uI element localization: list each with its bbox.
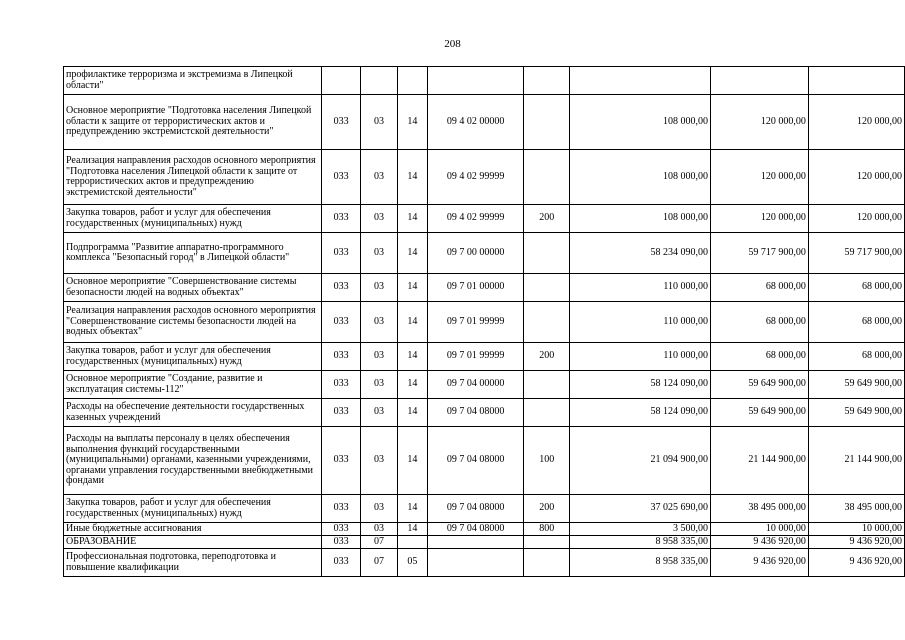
cell-vr <box>524 399 570 427</box>
cell-sum-2021: 68 000,00 <box>808 343 904 371</box>
cell-gr: 033 <box>321 549 360 577</box>
cell-sum-2020: 59 717 900,00 <box>710 233 808 274</box>
cell-pr: 14 <box>397 233 428 274</box>
cell-sum-2021: 10 000,00 <box>808 523 904 536</box>
cell-sum-2020: 68 000,00 <box>710 302 808 343</box>
table-row <box>64 205 905 233</box>
cell-gr: 033 <box>321 536 360 549</box>
table-row <box>64 233 905 274</box>
cell-pr: 14 <box>397 371 428 399</box>
cell-gr: 033 <box>321 302 360 343</box>
cell-rz: 03 <box>361 274 397 302</box>
cell-name: Основное мероприятие "Совершенствование системы безопасности людей на водных объектах" <box>64 274 322 302</box>
cell-rz: 03 <box>361 302 397 343</box>
cell-sum-2021: 68 000,00 <box>808 302 904 343</box>
cell-gr: 033 <box>321 427 360 495</box>
cell-gr: 033 <box>321 343 360 371</box>
cell-vr <box>524 67 570 95</box>
cell-csr: 09 7 01 99999 <box>428 302 524 343</box>
cell-name: Иные бюджетные ассигнования <box>64 523 322 536</box>
cell-csr: 09 7 01 00000 <box>428 274 524 302</box>
cell-sum-2021 <box>808 67 904 95</box>
cell-name: Расходы на выплаты персоналу в целях обеспечения выполнения функций государственными (муниципальными) органами, казенными учреждениями, органами управления государственными внебюджетными фондами <box>64 427 322 495</box>
cell-vr <box>524 150 570 205</box>
cell-csr <box>428 536 524 549</box>
cell-sum-2019: 110 000,00 <box>570 274 711 302</box>
cell-gr: 033 <box>321 495 360 523</box>
table-row <box>64 302 905 343</box>
cell-sum-2021: 38 495 000,00 <box>808 495 904 523</box>
cell-sum-2020: 21 144 900,00 <box>710 427 808 495</box>
cell-sum-2020: 9 436 920,00 <box>710 549 808 577</box>
cell-sum-2020: 68 000,00 <box>710 274 808 302</box>
cell-pr <box>397 67 428 95</box>
cell-rz: 03 <box>361 371 397 399</box>
cell-name: профилактике терроризма и экстремизма в Липецкой области" <box>64 67 322 95</box>
cell-sum-2021: 59 649 900,00 <box>808 371 904 399</box>
cell-sum-2019 <box>570 67 711 95</box>
budget-table <box>63 66 905 577</box>
cell-sum-2020: 120 000,00 <box>710 95 808 150</box>
table-row <box>64 274 905 302</box>
cell-sum-2020: 59 649 900,00 <box>710 371 808 399</box>
table-row <box>64 399 905 427</box>
cell-sum-2021: 120 000,00 <box>808 95 904 150</box>
cell-rz <box>361 67 397 95</box>
cell-name: Основное мероприятие "Создание, развитие и эксплуатация системы-112" <box>64 371 322 399</box>
cell-rz: 03 <box>361 233 397 274</box>
cell-pr: 14 <box>397 523 428 536</box>
cell-vr: 800 <box>524 523 570 536</box>
cell-csr: 09 7 04 08000 <box>428 495 524 523</box>
cell-rz: 03 <box>361 495 397 523</box>
table-body <box>64 67 905 577</box>
cell-gr <box>321 67 360 95</box>
cell-rz: 03 <box>361 205 397 233</box>
cell-gr: 033 <box>321 233 360 274</box>
cell-csr: 09 7 00 00000 <box>428 233 524 274</box>
cell-pr: 14 <box>397 427 428 495</box>
cell-csr <box>428 549 524 577</box>
cell-csr: 09 7 04 08000 <box>428 427 524 495</box>
cell-sum-2021: 120 000,00 <box>808 150 904 205</box>
cell-pr <box>397 536 428 549</box>
cell-sum-2020: 120 000,00 <box>710 205 808 233</box>
cell-name: Закупка товаров, работ и услуг для обеспечения государственных (муниципальных) нужд <box>64 205 322 233</box>
cell-sum-2021: 120 000,00 <box>808 205 904 233</box>
cell-sum-2019: 58 124 090,00 <box>570 399 711 427</box>
cell-vr <box>524 233 570 274</box>
cell-rz: 07 <box>361 536 397 549</box>
cell-rz: 07 <box>361 549 397 577</box>
cell-vr <box>524 536 570 549</box>
cell-gr: 033 <box>321 274 360 302</box>
cell-name: ОБРАЗОВАНИЕ <box>64 536 322 549</box>
cell-sum-2020: 59 649 900,00 <box>710 399 808 427</box>
cell-rz: 03 <box>361 343 397 371</box>
cell-sum-2019: 110 000,00 <box>570 343 711 371</box>
cell-sum-2021: 68 000,00 <box>808 274 904 302</box>
cell-sum-2020: 120 000,00 <box>710 150 808 205</box>
cell-sum-2021: 59 649 900,00 <box>808 399 904 427</box>
cell-csr: 09 7 04 08000 <box>428 523 524 536</box>
cell-rz: 03 <box>361 427 397 495</box>
cell-name: Закупка товаров, работ и услуг для обеспечения государственных (муниципальных) нужд <box>64 495 322 523</box>
cell-name: Подпрограмма "Развитие аппаратно-программного комплекса "Безопасный город" в Липецкой области" <box>64 233 322 274</box>
cell-pr: 14 <box>397 95 428 150</box>
cell-rz: 03 <box>361 95 397 150</box>
cell-csr: 09 7 01 99999 <box>428 343 524 371</box>
cell-sum-2021: 9 436 920,00 <box>808 549 904 577</box>
cell-vr: 100 <box>524 427 570 495</box>
cell-csr: 09 7 04 00000 <box>428 371 524 399</box>
cell-gr: 033 <box>321 205 360 233</box>
cell-name: Профессиональная подготовка, переподготовка и повышение квалификации <box>64 549 322 577</box>
cell-vr <box>524 371 570 399</box>
cell-csr <box>428 67 524 95</box>
cell-pr: 14 <box>397 150 428 205</box>
cell-sum-2020: 10 000,00 <box>710 523 808 536</box>
cell-pr: 14 <box>397 274 428 302</box>
cell-vr <box>524 95 570 150</box>
table-row <box>64 495 905 523</box>
cell-rz: 03 <box>361 150 397 205</box>
cell-sum-2019: 108 000,00 <box>570 150 711 205</box>
cell-sum-2020 <box>710 67 808 95</box>
cell-sum-2019: 21 094 900,00 <box>570 427 711 495</box>
table-row <box>64 427 905 495</box>
cell-sum-2019: 8 958 335,00 <box>570 536 711 549</box>
cell-name: Реализация направления расходов основного мероприятия "Совершенствование системы безопасности людей на водных объектах" <box>64 302 322 343</box>
cell-sum-2021: 9 436 920,00 <box>808 536 904 549</box>
cell-gr: 033 <box>321 371 360 399</box>
cell-pr: 14 <box>397 343 428 371</box>
cell-sum-2019: 3 500,00 <box>570 523 711 536</box>
cell-sum-2020: 9 436 920,00 <box>710 536 808 549</box>
cell-vr: 200 <box>524 343 570 371</box>
page-number: 208 <box>444 38 461 50</box>
table-row <box>64 95 905 150</box>
cell-name: Закупка товаров, работ и услуг для обеспечения государственных (муниципальных) нужд <box>64 343 322 371</box>
cell-vr <box>524 274 570 302</box>
cell-csr: 09 4 02 99999 <box>428 150 524 205</box>
cell-gr: 033 <box>321 399 360 427</box>
cell-pr: 14 <box>397 399 428 427</box>
cell-gr: 033 <box>321 95 360 150</box>
table-row <box>64 150 905 205</box>
cell-sum-2019: 110 000,00 <box>570 302 711 343</box>
cell-name: Реализация направления расходов основного мероприятия "Подготовка населения Липецкой области к защите от террористических актов и предупреждению экстремистской деятельности" <box>64 150 322 205</box>
cell-pr: 14 <box>397 302 428 343</box>
cell-csr: 09 4 02 99999 <box>428 205 524 233</box>
cell-vr: 200 <box>524 205 570 233</box>
cell-csr: 09 4 02 00000 <box>428 95 524 150</box>
cell-vr <box>524 549 570 577</box>
table-row <box>64 523 905 536</box>
cell-vr: 200 <box>524 495 570 523</box>
cell-sum-2020: 68 000,00 <box>710 343 808 371</box>
cell-gr: 033 <box>321 150 360 205</box>
table-row <box>64 371 905 399</box>
cell-pr: 14 <box>397 205 428 233</box>
cell-sum-2019: 58 234 090,00 <box>570 233 711 274</box>
table-row <box>64 67 905 95</box>
cell-sum-2021: 21 144 900,00 <box>808 427 904 495</box>
cell-sum-2021: 59 717 900,00 <box>808 233 904 274</box>
cell-csr: 09 7 04 08000 <box>428 399 524 427</box>
cell-sum-2019: 58 124 090,00 <box>570 371 711 399</box>
cell-sum-2019: 108 000,00 <box>570 95 711 150</box>
cell-sum-2019: 37 025 690,00 <box>570 495 711 523</box>
cell-rz: 03 <box>361 523 397 536</box>
cell-gr: 033 <box>321 523 360 536</box>
cell-pr: 05 <box>397 549 428 577</box>
cell-name: Основное мероприятие "Подготовка населения Липецкой области к защите от террористических актов и предупреждению экстремистской деятельности" <box>64 95 322 150</box>
cell-sum-2020: 38 495 000,00 <box>710 495 808 523</box>
cell-sum-2019: 108 000,00 <box>570 205 711 233</box>
cell-pr: 14 <box>397 495 428 523</box>
cell-rz: 03 <box>361 399 397 427</box>
cell-sum-2019: 8 958 335,00 <box>570 549 711 577</box>
cell-name: Расходы на обеспечение деятельности государственных казенных учреждений <box>64 399 322 427</box>
cell-vr <box>524 302 570 343</box>
table-row <box>64 549 905 577</box>
table-row <box>64 536 905 549</box>
table-row <box>64 343 905 371</box>
